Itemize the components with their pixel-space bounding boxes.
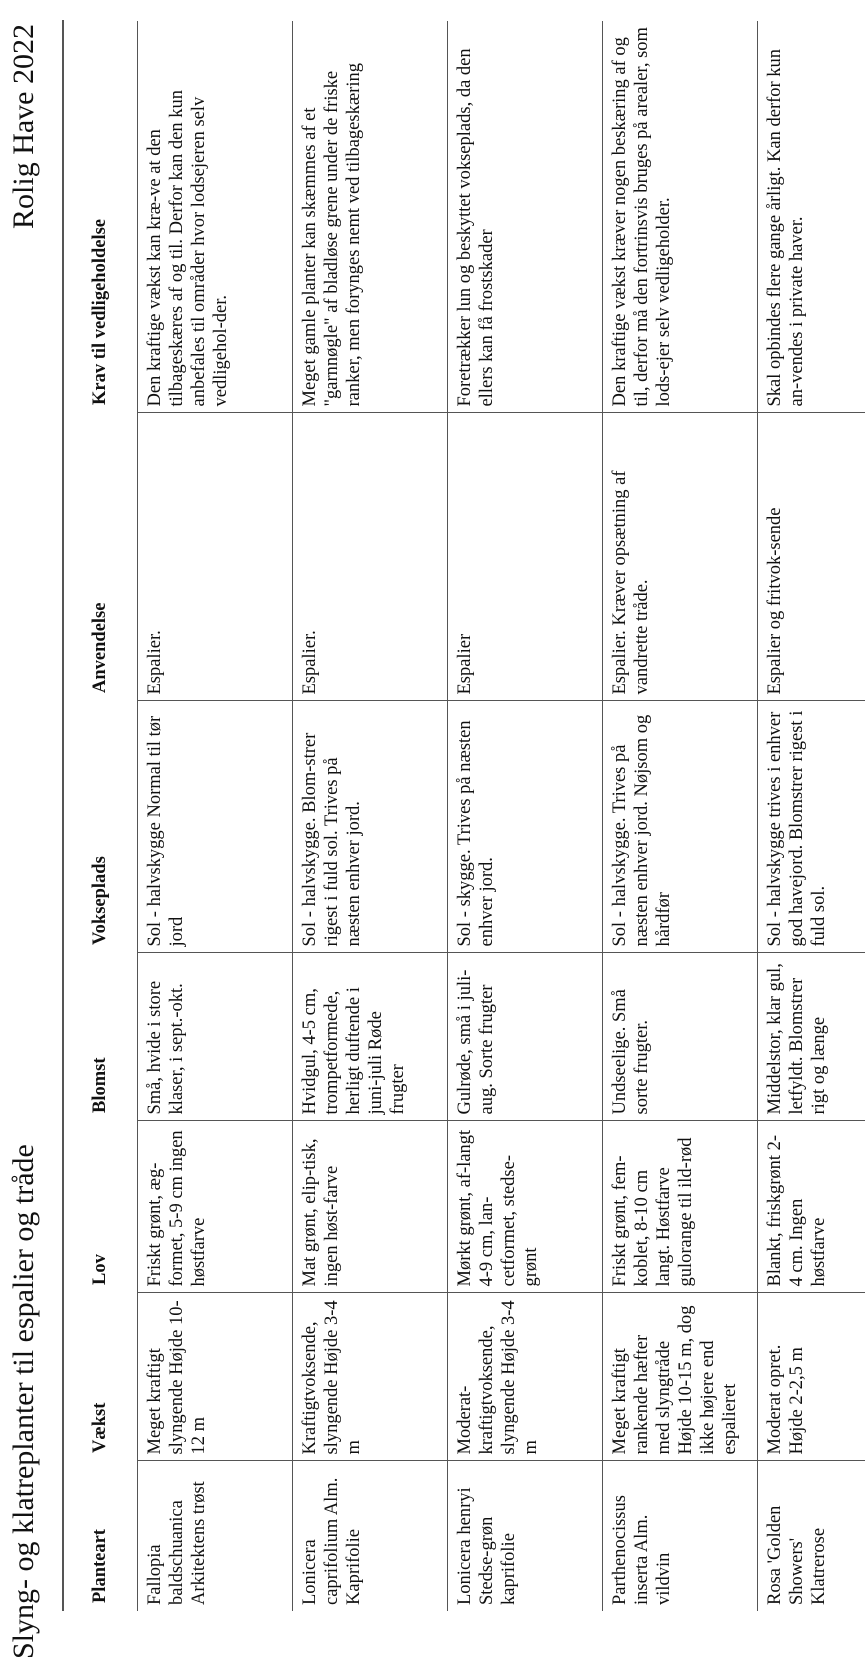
table-cell: Hvidgul, 4-5 cm, trompetformede, herligt duftende i juni-juli Røde frugter: [293, 953, 448, 1121]
column-header-vokseplads: Vokseplads: [62, 701, 138, 953]
table-cell: Den kraftige vækst kan kræ-ve at den tilbageskæres af og til. Derfor kan den kun anbefales til områder hvor lodsejeren selv vedligehol-der.: [138, 21, 293, 413]
table-cell: Espalier: [448, 413, 603, 701]
table-cell: Moderat-kraftigtvoksende, slyngende Højde 3-4 m: [448, 1293, 603, 1461]
table-cell: Lonicera henryi Stedse-grøn kaprifolie: [448, 1461, 603, 1611]
table-row: [293, 21, 448, 1611]
table-cell: Friskt grønt, fem-koblet, 8-10 cm langt. Høstfarve gulorange til ild-rød: [603, 1121, 758, 1293]
table-cell: Moderat opret. Højde 2-2,5 m: [758, 1293, 865, 1461]
table-row: [448, 21, 603, 1611]
column-header-lov: Lov: [62, 1121, 138, 1293]
table-cell: Gulrøde, små i juli-aug. Sorte frugter: [448, 953, 603, 1121]
table-cell: Skal opbindes flere gange årligt. Kan derfor kun an-vendes i private haver.: [758, 21, 865, 413]
table-cell: Espalier.: [293, 413, 448, 701]
table-cell: Sol - halvskygge Normal til tør jord: [138, 701, 293, 953]
table-cell: Sol - halvskygge trives i enhver god havejord. Blomstrer rigest i fuld sol.: [758, 701, 865, 953]
column-header-planteart: Planteart: [62, 1461, 138, 1611]
table-cell: Espalier. Kræver opsætning af vandrette tråde.: [603, 413, 758, 701]
table-cell: Undseelige. Små sorte frugter.: [603, 953, 758, 1121]
column-header-anvendelse: Anvendelse: [62, 413, 138, 701]
table-cell: Middelstor, klar gul, letfyldt. Blomstrer rigt og længe: [758, 953, 865, 1121]
column-header-krav: Krav til vedligeholdelse: [62, 21, 138, 413]
table-cell: Meget kraftigt rankende hæfter med slyngtråde Højde 10-15 m, dog ikke højere end espalieret: [603, 1293, 758, 1461]
table-cell: Meget kraftigt slyngende Højde 10-12 m: [138, 1293, 293, 1461]
table-cell: Kraftigtvoksende, slyngende Højde 3-4 m: [293, 1293, 448, 1461]
table-cell: Meget gamle planter kan skæmmes af et "garnnøgle" af bladløse grene under de friske ranker, men forynges nemt ved tilbageskæring: [293, 21, 448, 413]
table-cell: Fallopia baldschuanica Arkitektens trøst: [138, 1461, 293, 1611]
table-cell: Lonicera caprifolium Alm. Kaprifolie: [293, 1461, 448, 1611]
table-cell: Sol - halvskygge. Trives på næsten enhver jord. Nøjsom og hårdfør: [603, 701, 758, 953]
table-cell: Espalier.: [138, 413, 293, 701]
table-header-row: [62, 21, 138, 1611]
table-cell: Foretrækker lun og beskyttet vokseplads, da den ellers kan få frostskader: [448, 21, 603, 413]
table-cell: Parthenocissus inserta Alm. vildvin: [603, 1461, 758, 1611]
table-cell: Små, hvide i store klaser, i sept.-okt.: [138, 953, 293, 1121]
plant-table: [62, 21, 865, 1611]
table-cell: Den kraftige vækst kræver nogen beskæring af og til, derfor må den fortrinsvis bruges på arealer, som lods-ejer selv vedligeholder.: [603, 21, 758, 413]
table-cell: Mat grønt, elip-tisk, ingen høst-farve: [293, 1121, 448, 1293]
page-header: Rolig Have 2022: [7, 24, 40, 229]
table-row: [138, 21, 293, 1611]
table-cell: Rosa 'Golden Showers' Klatrerose: [758, 1461, 865, 1611]
table-cell: Mørkt grønt, af-langt 4-9 cm, lan-cetformet, stedse-grønt: [448, 1121, 603, 1293]
column-header-blomst: Blomst: [62, 953, 138, 1121]
table-cell: Friskt grønt, æg-formet, 5-9 cm ingen høstfarve: [138, 1121, 293, 1293]
column-header-vaekst: Vækst: [62, 1293, 138, 1461]
page-title: Slyng- og klatreplanter til espalier og tråde: [7, 1144, 40, 1659]
table-cell: Blankt, friskgrønt 2-4 cm. Ingen høstfarve: [758, 1121, 865, 1293]
table-cell: Sol - halvskygge. Blom-strer rigest i fuld sol. Trives på næsten enhver jord.: [293, 701, 448, 953]
table-row: [603, 21, 758, 1611]
table-cell: Espalier og fritvok-sende: [758, 413, 865, 701]
table-cell: Sol - skygge. Trives på næsten enhver jord.: [448, 701, 603, 953]
table-row: [758, 21, 865, 1611]
